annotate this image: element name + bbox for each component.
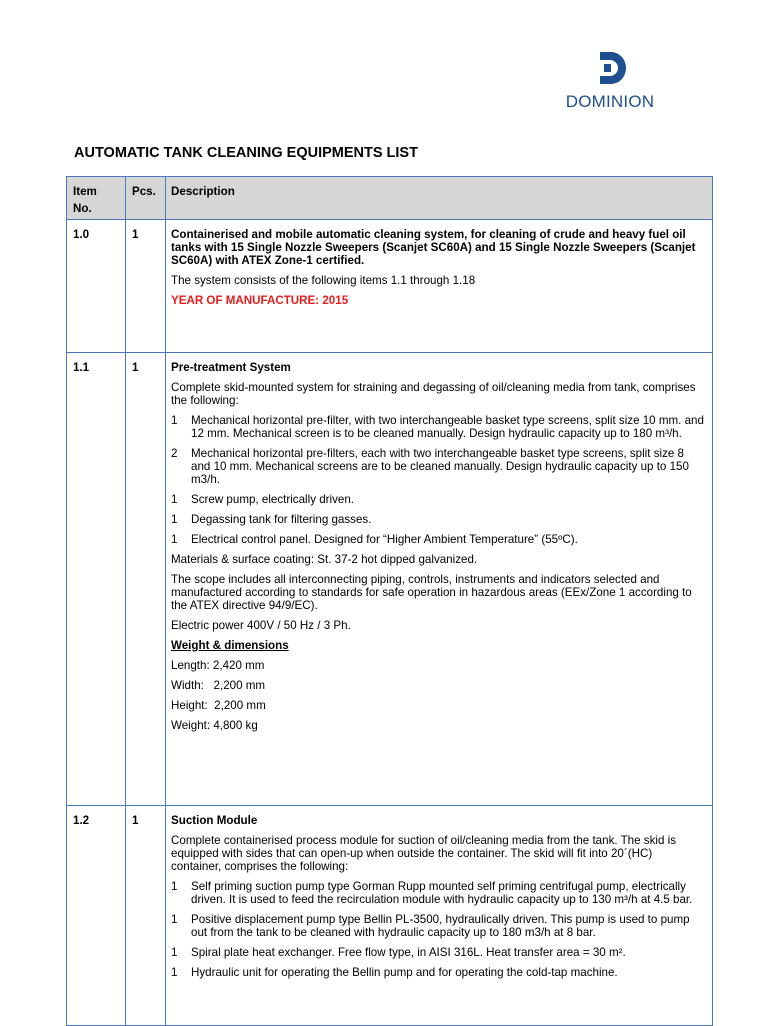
list-item-qty: 1 — [171, 414, 178, 427]
table-row — [67, 806, 713, 1026]
section-intro: Complete containerised process module for suction of oil/cleaning media from the tank. The skid is equipped with sides that can open-up when outside the container. The skid will fit into 20´(HC) container, comprises the following: — [171, 834, 677, 873]
list-item-qty: 1 — [171, 946, 178, 959]
list-item — [171, 880, 704, 906]
list-item — [171, 493, 704, 506]
table-row — [67, 353, 713, 806]
list-item — [171, 913, 704, 939]
table-row — [67, 220, 713, 353]
list-item-text: Electrical control panel. Designed for “Higher Ambient Temperature” (55ºC). — [191, 533, 578, 546]
brand-name: DOMINION — [565, 92, 655, 111]
pcs-count: 1 — [132, 228, 139, 241]
header-description-label: Description — [171, 185, 235, 198]
list-item-qty: 1 — [171, 533, 178, 546]
header-pcs — [126, 177, 166, 220]
item-number: 1.2 — [73, 814, 90, 827]
scope-text: The scope includes all interconnecting piping, controls, instruments and indicators selected and manufactured according to standards for safe operation in hazardous areas (EEx/Zone 1 according to the ATEX directive 94/9/EC). — [171, 573, 692, 612]
list-item-qty: 1 — [171, 913, 178, 926]
pcs-count: 1 — [132, 814, 139, 827]
list-item — [171, 513, 704, 526]
list-item-qty: 1 — [171, 493, 178, 506]
power-text: Electric power 400V / 50 Hz / 3 Ph. — [171, 619, 351, 632]
list-item-text: Positive displacement pump type Bellin PL-3500, hydraulically driven. This pump is used to pump out from the tank to be cleaned with hydraulic capacity up to 180 m3/h at 8 bar. — [191, 913, 690, 939]
pcs-count: 1 — [132, 361, 139, 374]
header-item — [67, 177, 126, 220]
dominion-logo — [554, 50, 666, 112]
equipment-table — [66, 176, 713, 1026]
weight-text: Weight: 4,800 kg — [171, 719, 258, 732]
height-text: Height: 2,200 mm — [171, 699, 266, 712]
list-item-text: Self priming suction pump type Gorman Rupp mounted self priming centrifugal pump, electrically driven. It is used to feed the recirculation module with hydraulic capacity up to 130 m³/h at 4.5 bar. — [191, 880, 693, 906]
list-item-text: Mechanical horizontal pre-filter, with two interchangeable basket type screens, split size 10 mm. and 12 mm. Mechanical screen is to be cleaned manually. Design hydraulic capacity up to 180 m³/h. — [191, 414, 704, 440]
item-number: 1.1 — [73, 361, 90, 374]
list-item — [171, 533, 704, 546]
section-heading: Suction Module — [171, 814, 258, 827]
list-item — [171, 946, 704, 959]
system-summary: Containerised and mobile automatic cleaning system, for cleaning of crude and heavy fuel oil tanks with 15 Single Nozzle Sweepers (Scanjet SC60A) and 15 Single Nozzle Sweepers (Scanjet SC60A) with ATEX Zone-1 certified. — [171, 228, 696, 267]
list-item-qty: 1 — [171, 966, 178, 979]
header-pcs-label: Pcs. — [132, 185, 156, 198]
list-item-qty: 2 — [171, 447, 178, 460]
list-item-qty: 1 — [171, 880, 178, 893]
weight-dimensions-heading: Weight & dimensions — [171, 639, 289, 652]
list-item-text: Hydraulic unit for operating the Bellin pump and for operating the cold-tap machine. — [191, 966, 618, 979]
list-item — [171, 966, 704, 979]
system-consists: The system consists of the following items 1.1 through 1.18 — [171, 274, 476, 287]
header-item-no-label: No. — [73, 202, 92, 215]
year-of-manufacture: YEAR OF MANUFACTURE: 2015 — [171, 294, 349, 307]
table-header-row — [67, 177, 713, 220]
section-intro: Complete skid-mounted system for straining and degassing of oil/cleaning media from tank, comprises the following: — [171, 381, 696, 407]
header-item-label: Item — [73, 185, 97, 198]
width-text: Width: 2,200 mm — [171, 679, 266, 692]
materials-text: Materials & surface coating: St. 37-2 hot dipped galvanized. — [171, 553, 478, 566]
list-item — [171, 447, 704, 486]
list-item-text: Mechanical horizontal pre-filters, each with two interchangeable basket type screens, split size 8 and 10 mm. Mechanical screens are to be cleaned manually. Design hydraulic capacity up to 150 m3/h. — [191, 447, 689, 486]
section-heading: Pre-treatment System — [171, 361, 291, 374]
list-item — [171, 414, 704, 440]
page-title: AUTOMATIC TANK CLEANING EQUIPMENTS LIST — [74, 145, 418, 161]
list-item-qty: 1 — [171, 513, 178, 526]
length-text: Length: 2,420 mm — [171, 659, 265, 672]
list-item-text: Screw pump, electrically driven. — [191, 493, 355, 506]
header-description — [166, 177, 713, 220]
list-item-text: Degassing tank for filtering gasses. — [191, 513, 372, 526]
dominion-d-icon — [598, 50, 628, 86]
list-item-text: Spiral plate heat exchanger. Free flow type, in AISI 316L. Heat transfer area = 30 m². — [191, 946, 626, 959]
item-number: 1.0 — [73, 228, 90, 241]
